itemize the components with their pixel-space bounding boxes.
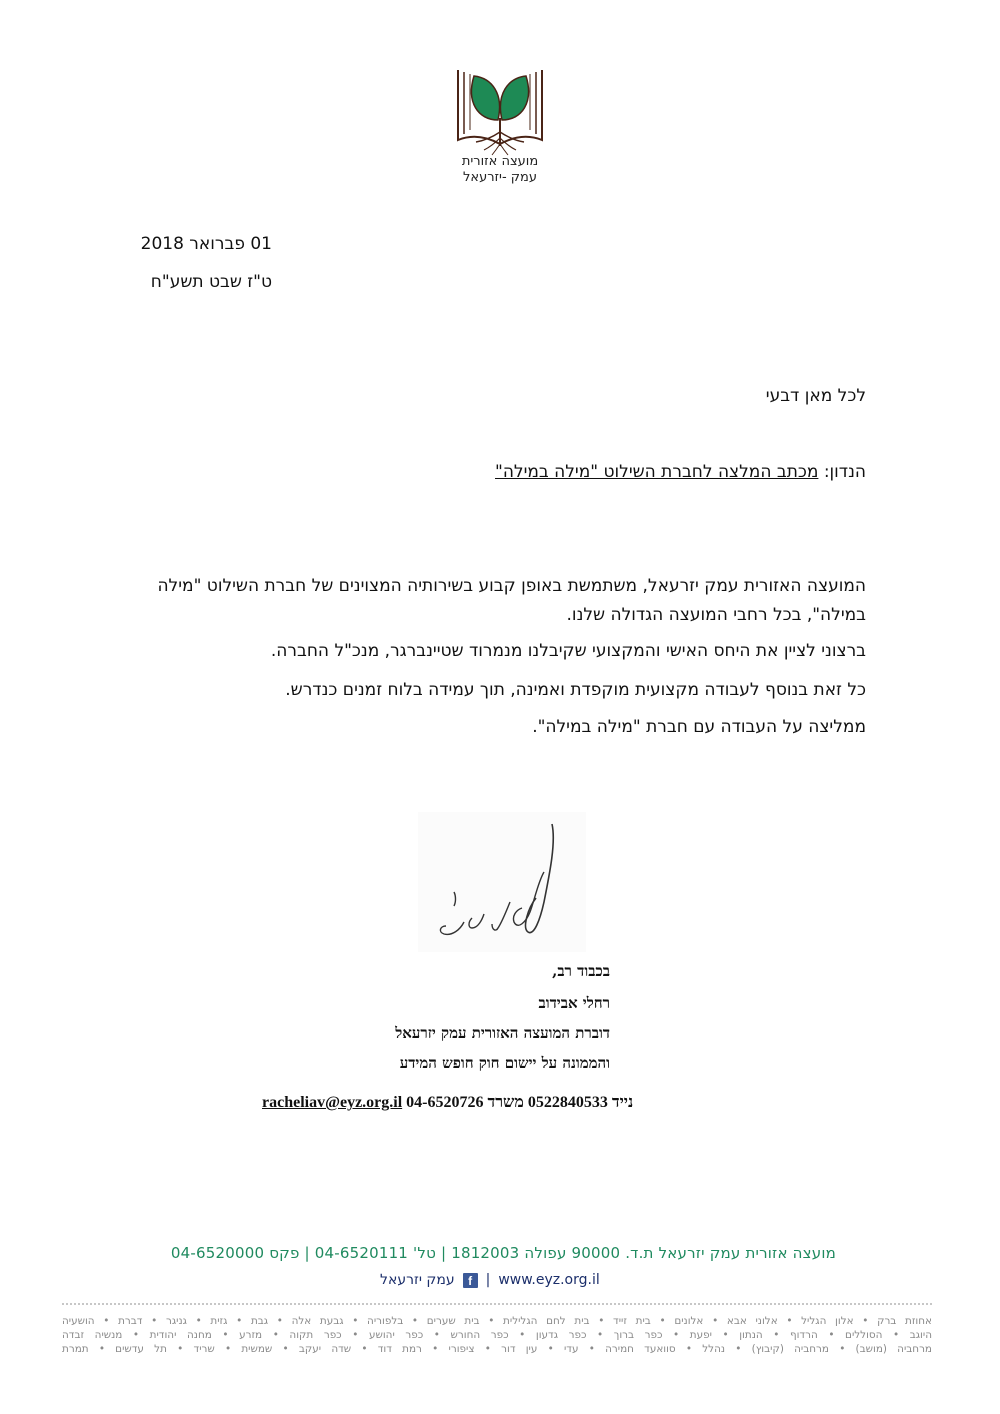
villages-line-1: אחוזת ברק • אלון הגליל • אלוני אבא • אלונים • בית זייד • בית לחם הגלילית • בית שערים • בלפוריה • גבעת אלה • גבת • גזית • גניגר • דברת • הושעיה xyxy=(62,1315,932,1327)
email-link[interactable]: racheliav@eyz.org.il xyxy=(262,1094,403,1111)
footer-links xyxy=(380,1272,624,1288)
hebrew-date: ט"ז שבט תשע"ח xyxy=(150,272,272,292)
villages-line-3: מרחביה (מושב) • מרחביה (קיבוץ) • נהלל • סוואעד חמירה • עדי • עין דור • ציפורי • רמת דוד • שדה יעקב • שמשית • שריד • תל עדשים • תמרת xyxy=(62,1343,932,1355)
council-logo xyxy=(448,62,552,190)
contact-phones: נייד 0522840533 משרד 04-6520726 xyxy=(406,1094,634,1111)
body-paragraph-4: ממליצה על העבודה עם חברת "מילה במילה". xyxy=(532,717,866,737)
villages-line-2: היוגב • הסוללים • הרדוף • הנתון • יפעת • כפר ברוך • כפר גדעון • כפר החורש • כפר יהושע • כפר תקוה • מזרע • מחנה יהודית • מנשיה זבדה xyxy=(62,1329,932,1341)
handwritten-signature-icon xyxy=(418,812,586,952)
subject-text: מכתב המלצה לחברת השילוט "מילה במילה" xyxy=(495,462,819,482)
footer-address: מועצה אזורית עמק יזרעאל ת.ד. 90000 עפולה 1812003 | טל' 04-6520111 | פקס 04-6520000 xyxy=(170,1244,836,1262)
gregorian-date: 01 פברואר 2018 xyxy=(140,234,272,254)
logo-text-line1: מועצה אזורית xyxy=(461,154,539,169)
leaf-book-logo-icon xyxy=(448,62,552,158)
signer-title-1: דוברת המועצה האזורית עמק יזרעאל xyxy=(395,1024,610,1042)
closing-text: בכבוד רב, xyxy=(552,962,610,980)
body-paragraph-3: כל זאת בנוסף לעבודה מקצועית מוקפדת ואמינה, תוך עמידה בלוח זמנים כנדרש. xyxy=(285,680,866,700)
body-paragraph-2: ברצוני לציין את היחס האישי והמקצועי שקיבלנו מנמרוד שטיינברגר, מנכ"ל החברה. xyxy=(270,641,866,661)
recipient-line: לכל מאן דבעי xyxy=(765,386,866,406)
signer-name: רחלי אבידוב xyxy=(538,994,610,1012)
facebook-label[interactable]: עמק יזרעאל xyxy=(380,1272,455,1288)
signer-title-2: והממונה על יישום חוק חופש המידע xyxy=(399,1054,610,1072)
logo-text-line2: עמק -יזרעאל xyxy=(463,170,537,185)
subject-prefix: הנדון: xyxy=(823,462,866,482)
body-paragraph-1: המועצה האזורית עמק יזרעאל, משתמשת באופן קבוע בשירותיה המצוינים של חברת השילוט "מילה במילה", בכל רחבי המועצה הגדולה שלנו. xyxy=(157,576,866,625)
footer-divider xyxy=(62,1303,932,1305)
website-link[interactable]: www.eyz.org.il xyxy=(498,1272,600,1288)
contact-line xyxy=(262,1094,633,1112)
facebook-icon[interactable]: f xyxy=(463,1273,478,1288)
footer-separator: | xyxy=(485,1272,491,1288)
subject-line xyxy=(495,462,866,482)
